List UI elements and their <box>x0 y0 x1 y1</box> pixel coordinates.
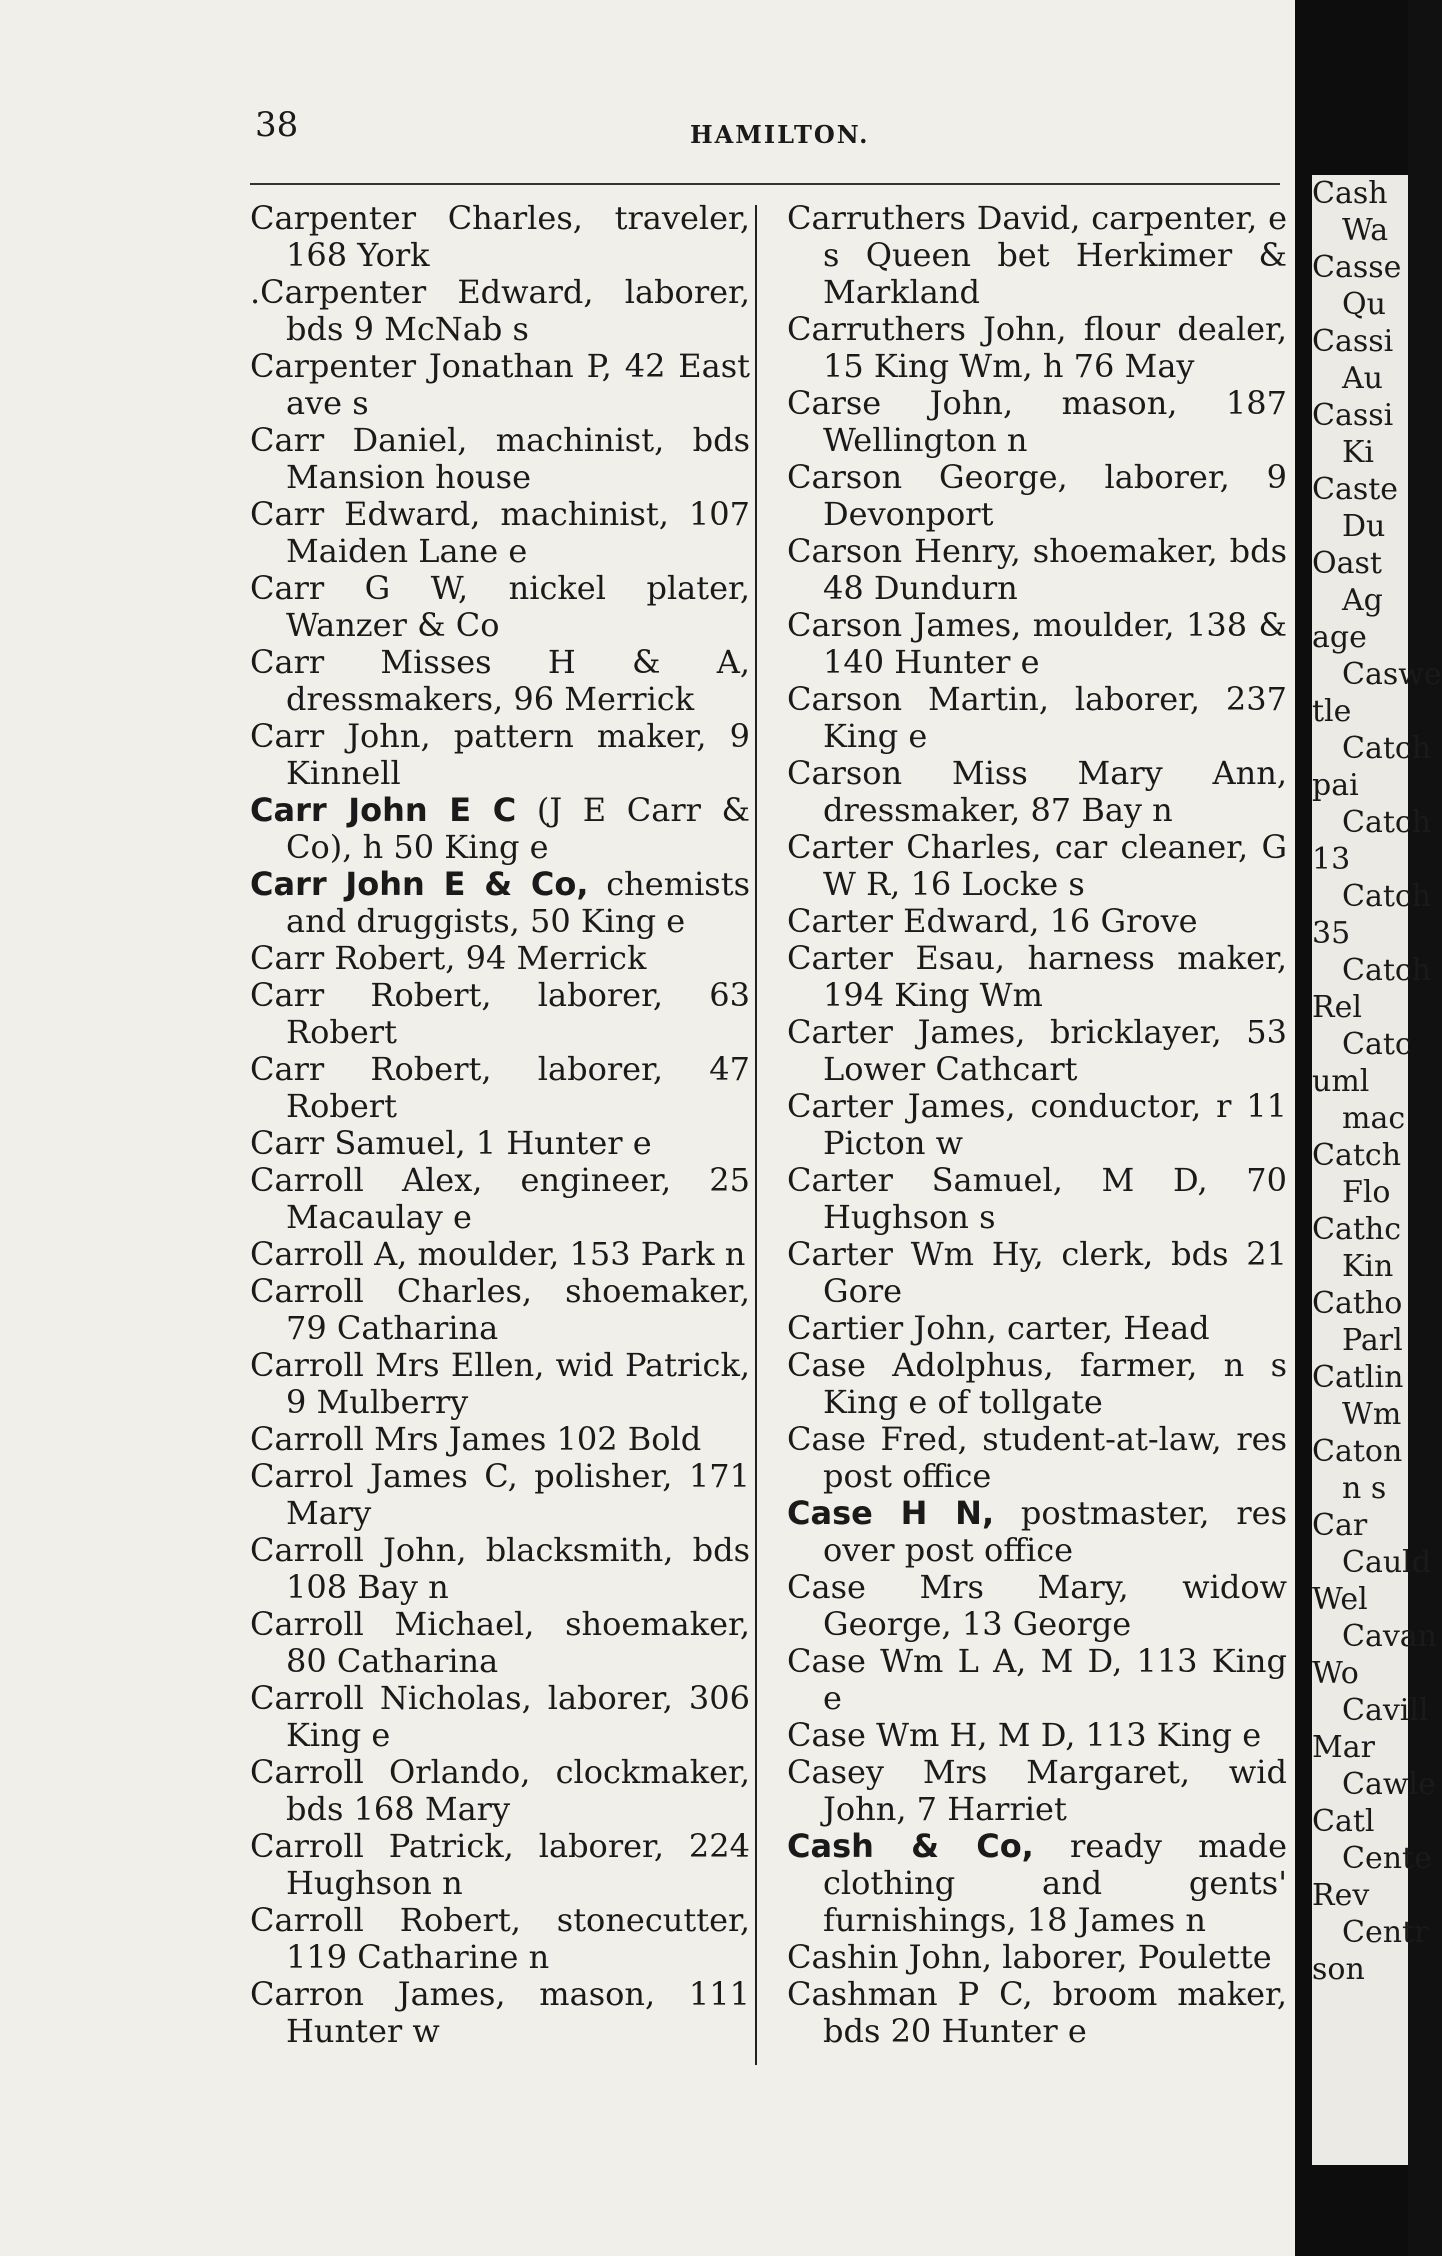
directory-entry: Carr John, pattern maker, 9 Kinnell <box>250 717 750 792</box>
adjacent-fragment: mac <box>1342 1101 1406 1136</box>
adjacent-fragment: pai <box>1312 768 1359 803</box>
directory-entry: Carr G W, nickel plater, Wanzer & Co <box>250 569 750 644</box>
adjacent-fragment: Du <box>1342 509 1386 544</box>
adjacent-fragment: Flo <box>1342 1175 1391 1210</box>
entry-name-bold: Carr John E & Co, <box>250 865 589 903</box>
directory-entry: Carson Martin, laborer, 237 King e <box>787 680 1287 755</box>
directory-entry: Carter James, conductor, r 11 Picton w <box>787 1087 1287 1162</box>
directory-entry: Carroll Mrs Ellen, wid Patrick, 9 Mulberry <box>250 1346 750 1421</box>
page-number: 38 <box>255 105 299 145</box>
adjacent-fragment: n s <box>1342 1471 1387 1506</box>
directory-entry: Case Wm H, M D, 113 King e <box>787 1716 1262 1754</box>
entry-text: ready made clothing and gents' furnishings, 18 James n <box>823 1827 1287 1939</box>
directory-entry: Carter Samuel, M D, 70 Hughson s <box>787 1161 1287 1236</box>
directory-entry: Cartier John, carter, Head <box>787 1309 1210 1347</box>
directory-entry: Carter Esau, harness maker, 194 King Wm <box>787 939 1287 1014</box>
entry-name-bold: Cash & Co, <box>787 1827 1034 1865</box>
directory-entry: Case Adolphus, farmer, n s King e of tollgate <box>787 1346 1287 1421</box>
directory-entry: Carruthers David, carpenter, e s Queen bet Herkimer & Markland <box>787 199 1287 311</box>
entry-text: chemists and druggists, 50 King e <box>286 865 751 940</box>
adjacent-fragment: Kin <box>1342 1249 1394 1284</box>
directory-entry: Casey Mrs Margaret, wid John, 7 Harriet <box>787 1753 1287 1828</box>
directory-entry: Carroll A, moulder, 153 Park n <box>250 1235 746 1273</box>
entry-name-bold: Carr John E C <box>250 791 517 829</box>
directory-entry: Carson James, moulder, 138 & 140 Hunter e <box>787 606 1287 681</box>
directory-entry: Carr Misses H & A, dressmakers, 96 Merrick <box>250 643 750 718</box>
adjacent-fragment: Catho <box>1312 1286 1403 1321</box>
adjacent-fragment: Cash <box>1312 176 1388 211</box>
adjacent-fragment: Caton <box>1312 1434 1403 1469</box>
directory-entry: Case Wm L A, M D, 113 King e <box>787 1642 1287 1717</box>
directory-entry: Carpenter Jonathan P, 42 East ave s <box>250 347 750 422</box>
adjacent-page-edge <box>1312 175 1442 2165</box>
adjacent-fragment: uml <box>1312 1064 1370 1099</box>
directory-entry: Cashman P C, broom maker, bds 20 Hunter e <box>787 1975 1287 2050</box>
directory-entry <box>787 1828 1287 1939</box>
directory-entry: Carr Samuel, 1 Hunter e <box>250 1124 652 1162</box>
directory-entry: Case Mrs Mary, widow George, 13 George <box>787 1568 1287 1643</box>
entry-text: postmaster, res over post office <box>823 1494 1288 1569</box>
adjacent-fragment: 35 <box>1312 916 1351 951</box>
adjacent-fragment: Catch <box>1342 953 1432 988</box>
right-column <box>787 200 1287 2050</box>
adjacent-fragment: Car <box>1312 1508 1368 1543</box>
adjacent-fragment: Wo <box>1312 1656 1359 1691</box>
directory-entry: Cashin John, laborer, Poulette <box>787 1938 1272 1976</box>
adjacent-fragment: Wm <box>1342 1397 1402 1432</box>
directory-entry <box>250 792 750 866</box>
adjacent-fragment: 13 <box>1312 842 1351 877</box>
adjacent-fragment: Caste <box>1312 472 1399 507</box>
adjacent-fragment: Rel <box>1312 990 1362 1025</box>
adjacent-fragment: Parl <box>1342 1323 1403 1358</box>
column-divider <box>755 205 757 2065</box>
directory-entry: Carter Wm Hy, clerk, bds 21 Gore <box>787 1235 1287 1310</box>
adjacent-fragment: Catl <box>1312 1804 1375 1839</box>
adjacent-fragment: Cente <box>1342 1841 1432 1876</box>
adjacent-fragment: Ag <box>1342 583 1383 618</box>
adjacent-fragment: Centr <box>1342 1915 1429 1950</box>
adjacent-fragment: Catch <box>1342 879 1432 914</box>
directory-entry: Carroll Alex, engineer, 25 Macaulay e <box>250 1161 750 1236</box>
adjacent-fragment: Mar <box>1312 1730 1375 1765</box>
directory-entry: Carter Charles, car cleaner, G W R, 16 Locke s <box>787 828 1287 903</box>
adjacent-fragment: son <box>1312 1952 1365 1987</box>
adjacent-fragment: Cauld <box>1342 1545 1431 1580</box>
adjacent-fragment: Caswe <box>1342 657 1442 692</box>
adjacent-fragment: Cawle <box>1342 1767 1436 1802</box>
directory-entry: Carron James, mason, 111 Hunter w <box>250 1975 750 2050</box>
directory-entry: Carse John, mason, 187 Wellington n <box>787 384 1287 459</box>
adjacent-fragment: Catch <box>1342 731 1432 766</box>
directory-entry: Carrol James C, polisher, 171 Mary <box>250 1457 750 1532</box>
directory-entry: Carter Edward, 16 Grove <box>787 902 1198 940</box>
directory-entry: Carpenter Charles, traveler, 168 York <box>250 199 750 274</box>
adjacent-fragment: Rev <box>1312 1878 1370 1913</box>
adjacent-fragment: Catc <box>1342 1027 1412 1062</box>
running-title: HAMILTON. <box>690 120 870 149</box>
directory-entry: Carroll Nicholas, laborer, 306 King e <box>250 1679 750 1754</box>
entry-text: (J E Carr & Co), h 50 King e <box>286 791 751 866</box>
directory-entry: Carruthers John, flour dealer, 15 King Wm, h 76 May <box>787 310 1287 385</box>
adjacent-fragment: Oast <box>1312 546 1382 581</box>
directory-entry: Carroll Charles, shoemaker, 79 Catharina <box>250 1272 750 1347</box>
directory-entry: Carroll Michael, shoemaker, 80 Catharina <box>250 1605 750 1680</box>
adjacent-fragment: Casse <box>1312 250 1402 285</box>
adjacent-fragment: Qu <box>1342 287 1386 322</box>
directory-entry: Carr Daniel, machinist, bds Mansion house <box>250 421 750 496</box>
adjacent-fragment: age <box>1312 620 1367 655</box>
adjacent-fragment: Cassi <box>1312 398 1394 433</box>
adjacent-fragment: Cavill <box>1342 1693 1429 1728</box>
directory-entry: Carroll Patrick, laborer, 224 Hughson n <box>250 1827 750 1902</box>
adjacent-fragment: Catch <box>1342 805 1432 840</box>
left-column <box>250 200 750 2050</box>
adjacent-fragment: Ki <box>1342 435 1375 470</box>
adjacent-fragment: Cavan <box>1342 1619 1437 1654</box>
directory-entry: Carson George, laborer, 9 Devonport <box>787 458 1287 533</box>
adjacent-fragment: Cassi <box>1312 324 1394 359</box>
entry-name-bold: Case H N, <box>787 1494 995 1532</box>
adjacent-fragment: Cathc <box>1312 1212 1402 1247</box>
adjacent-fragment: Wa <box>1342 213 1389 248</box>
directory-entry: Carroll John, blacksmith, bds 108 Bay n <box>250 1531 750 1606</box>
directory-entry: Carson Miss Mary Ann, dressmaker, 87 Bay n <box>787 754 1287 829</box>
directory-entry: Carr Robert, laborer, 63 Robert <box>250 976 750 1051</box>
adjacent-fragment: tle <box>1312 694 1352 729</box>
directory-entry: Carr Robert, laborer, 47 Robert <box>250 1050 750 1125</box>
directory-entry <box>787 1495 1287 1569</box>
adjacent-fragment: Catlin <box>1312 1360 1404 1395</box>
adjacent-fragment: Au <box>1342 361 1383 396</box>
directory-entry: Carson Henry, shoemaker, bds 48 Dundurn <box>787 532 1287 607</box>
directory-entry: Carroll Orlando, clockmaker, bds 168 Mary <box>250 1753 750 1828</box>
directory-entry: Carroll Robert, stonecutter, 119 Catharine n <box>250 1901 750 1976</box>
directory-entry: Carroll Mrs James 102 Bold <box>250 1420 702 1458</box>
directory-entry <box>250 866 750 940</box>
adjacent-fragment: Catch <box>1312 1138 1402 1173</box>
directory-entry: .Carpenter Edward, laborer, bds 9 McNab s <box>250 273 750 348</box>
header-rule <box>250 183 1280 185</box>
adjacent-fragment: Wel <box>1312 1582 1368 1617</box>
directory-entry: Carr Edward, machinist, 107 Maiden Lane e <box>250 495 750 570</box>
directory-entry: Carter James, bricklayer, 53 Lower Cathcart <box>787 1013 1287 1088</box>
directory-entry: Carr Robert, 94 Merrick <box>250 939 647 977</box>
directory-entry: Case Fred, student-at-law, res post office <box>787 1420 1287 1495</box>
